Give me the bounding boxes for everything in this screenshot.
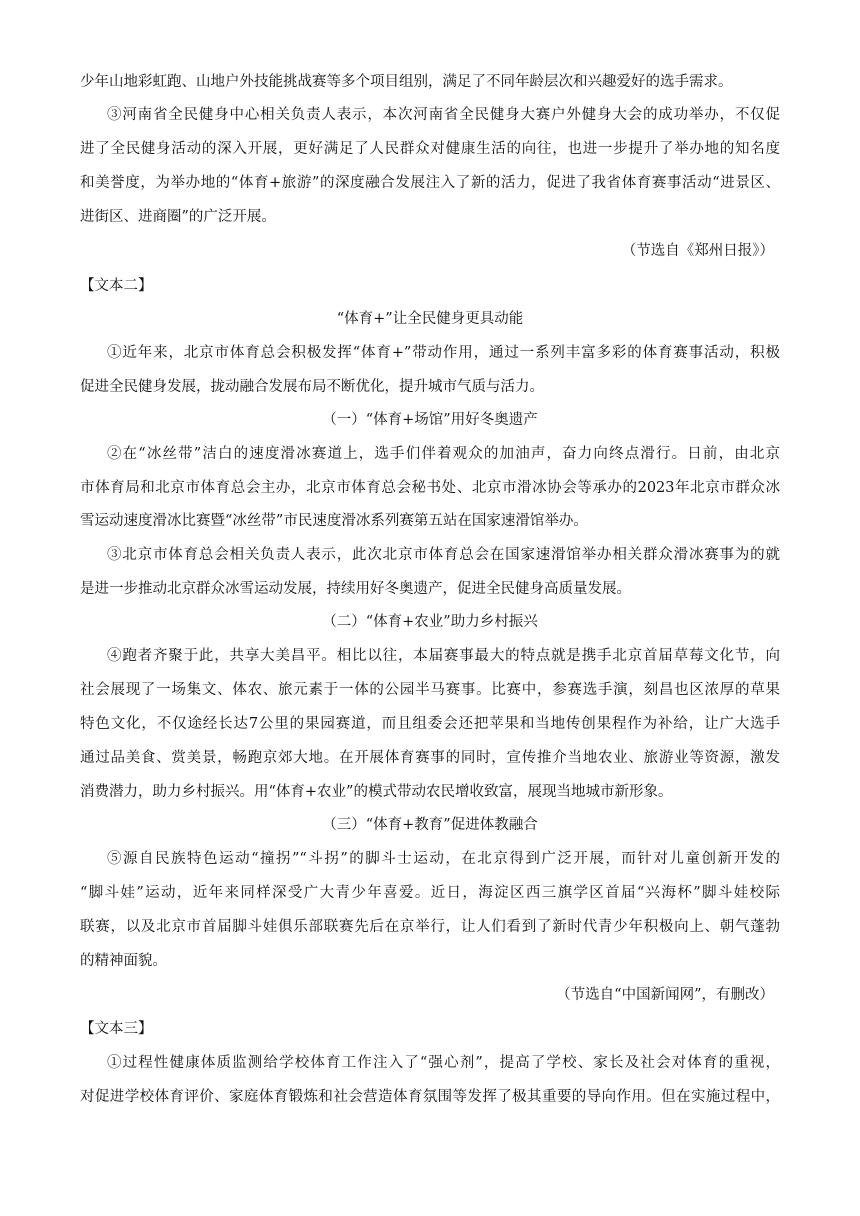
paragraph-line: 社会展现了一场集文、体农、旅元素于一体的公园半马赛事。比赛中，参赛选手演，刻昌也区浓厚的草果 — [80, 682, 780, 698]
subheading: （三）“体育+教育”促进体教融合 — [322, 817, 538, 833]
paragraph-line: “脚斗娃”运动，近年来同样深受广大青少年喜爱。近日，海淀区西三旗学区首届“兴海杯”脚斗娃校际 — [80, 885, 780, 901]
paragraph-line: ②在“冰丝带”洁白的速度滑冰赛道上，选手们伴着观众的加油声，奋力向终点滑行。日前，由北京 — [107, 446, 780, 462]
paragraph-line: ③河南省全民健身中心相关负责人表示，本次河南省全民健身大赛户外健身大会的成功举办，不仅促 — [107, 107, 780, 123]
paragraph-line: ③北京市体育总会相关负责人表示，此次北京市体育总会在国家速滑馆举办相关群众滑冰赛事为的就 — [107, 547, 780, 563]
section-label: 【文本二】 — [80, 278, 153, 294]
paragraph-line: 市体育局和北京市体育总会主办，北京市体育总会秘书处、北京市滑冰协会等承办的2023年北京市群众冰 — [80, 480, 780, 496]
paragraph-line: 雪运动速度滑冰比赛暨“冰丝带”市民速度滑冰系列赛第五站在国家速滑馆举办。 — [80, 513, 588, 529]
paragraph-line: 进街区、进商圈”的广泛开展。 — [80, 209, 276, 225]
paragraph-line: 通过品美食、赏美景，畅跑京郊大地。在开展体育赛事的同时，宣传推介当地农业、旅游业等资源，激发 — [80, 750, 780, 766]
paragraph-line: ④跑者齐聚于此，共享大美昌平。相比以往，本届赛事最大的特点就是携手北京首届草莓文化节，向 — [107, 648, 780, 664]
paragraph-line: 联赛，以及北京市首届脚斗娃俱乐部联赛先后在京举行，让人们看到了新时代青少年积极向上、朝气蓬勃 — [80, 919, 780, 935]
subheading: （一）“体育+场馆”用好冬奥遗产 — [322, 412, 538, 428]
paragraph-line: 的精神面貌。 — [80, 953, 167, 969]
paragraph-line: 和美誉度，为举办地的“体育+旅游”的深度融合发展注入了新的活力，促进了我省体育赛事活动“进景区、 — [80, 175, 780, 191]
paragraph-line: 特色文化，不仅途经长达7公里的果园赛道，而且组委会还把苹果和当地传创果程作为补给，让广大选手 — [80, 716, 780, 732]
article-title: “体育+”让全民健身更具动能 — [336, 311, 524, 327]
paragraph-line: 促进全民健身发展，拢动融合发展布局不断优化，提升城市气质与活力。 — [80, 379, 544, 395]
paragraph-line: 对促进学校体育评价、家庭体育锻炼和社会营造体育氛围等发挥了极其重要的导向作用。但在实施过程中， — [80, 1089, 780, 1105]
paragraph-line: ①过程性健康体质监测给学校体育工作注入了“强心剂”，提高了学校、家长及社会对体育的重视， — [107, 1055, 780, 1071]
subheading: （二）“体育+农业”助力乡村振兴 — [322, 614, 538, 630]
paragraph-line: 少年山地彩虹跑、山地户外技能挑战赛等多个项目组别，满足了不同年龄层次和兴趣爱好的选手需求。 — [80, 74, 733, 90]
source-citation: （节选自“中国新闻网”，有删改） — [556, 987, 774, 1003]
paragraph-line: 进了全民健身活动的深入开展，更好满足了人民群众对健康生活的向往，也进一步提升了举办地的知名度 — [80, 141, 780, 157]
source-citation: （节选自《郑州日报》） — [621, 243, 774, 259]
paragraph-line: ①近年来，北京市体育总会积极发挥“体育+”带动作用，通过一系列丰富多彩的体育赛事活动，积极 — [107, 345, 780, 361]
paragraph-line: 消费潜力，助力乡村振兴。用“体育+农业”的模式带动农民增收致富，展现当地城市新形象。 — [80, 784, 673, 800]
paragraph-line: ⑤源自民族特色运动“撞拐”“斗拐”的脚斗士运动，在北京得到广泛开展，而针对儿童创新开发的 — [107, 851, 780, 867]
paragraph-line: 是进一步推动北京群众冰雪运动发展，持续用好冬奥遗产，促进全民健身高质量发展。 — [80, 581, 631, 597]
section-label: 【文本三】 — [80, 1021, 153, 1037]
